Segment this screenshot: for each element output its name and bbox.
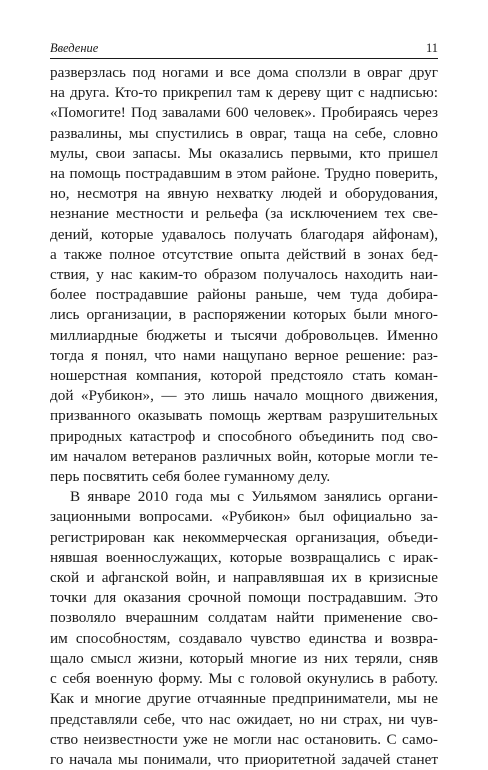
text-line: регистрирован как некоммерческая организация, объеди- bbox=[50, 528, 438, 546]
text-line: дой «Рубикон», — это лишь начало мощного движения, bbox=[50, 387, 438, 405]
page-number: 11 bbox=[425, 41, 438, 55]
text-line: разверзлась под ногами и все дома сползли в овраг друг bbox=[50, 64, 438, 81]
text-line: более пострадавшие районы раньше, чем туда добира- bbox=[50, 286, 438, 304]
text-line: нявшая военнослужащих, которые возвращались с ирак- bbox=[50, 548, 438, 566]
text-line: «Помогите! Под завалами 600 человек». Пробираясь через bbox=[50, 104, 438, 122]
chapter-title: Введение bbox=[50, 41, 99, 55]
paragraph-end-line: перь посвятить себя более гуманному делу. bbox=[50, 468, 331, 486]
text-line: им началом ветеранов различных войн, которые могли те- bbox=[50, 447, 438, 465]
text-line: а также полное отсутствие опыта действий в зонах бед- bbox=[50, 245, 438, 263]
running-header bbox=[50, 40, 438, 59]
text-line: зационными вопросами. «Рубикон» был официально за- bbox=[50, 508, 438, 526]
text-line: ство неизвестности уже не могли нас остановить. С само- bbox=[50, 730, 438, 748]
text-line: им способностям, создавало чувство единства и возвра- bbox=[50, 629, 438, 647]
text-line: щало смысл жизни, который многие из них теряли, сняв bbox=[50, 649, 438, 667]
text-line: мулы, свои запасы. Мы оказались первыми, кто пришел bbox=[50, 144, 438, 162]
text-line: Как и многие другие отчаянные предприниматели, мы не bbox=[50, 690, 438, 708]
text-line: с себя военную форму. Мы с головой окунулись в работу. bbox=[50, 670, 438, 688]
text-line: ствия, у нас каким-то образом получалось находить наи- bbox=[50, 266, 438, 284]
text-line: тогда я понял, что нами нащупано верное решение: раз- bbox=[50, 346, 438, 364]
text-line: на друга. Кто-то прикрепил там к дереву щит с надписью: bbox=[50, 84, 438, 102]
text-line: ношерстная компания, которой предстояло стать коман- bbox=[50, 367, 438, 385]
text-line: миллиардные бюджеты и тысячи добровольцев. Именно bbox=[50, 326, 438, 344]
body-text bbox=[50, 63, 438, 770]
text-line: представляли себе, что нас ожидает, но ни страх, ни чув- bbox=[50, 710, 438, 728]
text-line: развалины, мы спустились в овраг, таща на себе, словно bbox=[50, 124, 438, 142]
text-line: природных катастроф и способного объединить под сво- bbox=[50, 427, 438, 445]
text-line: дений, которые удавалось получать благодаря айфонам), bbox=[50, 225, 438, 243]
text-line: призванного оказывать помощь жертвам разрушительных bbox=[50, 407, 438, 425]
text-line: го начала мы понимали, что приоритетной задачей станет bbox=[50, 750, 438, 768]
text-line: точки для оказания срочной помощи пострадавшим. Это bbox=[50, 589, 438, 607]
text-line: ской и афганской войн, и направлявшая их в кризисные bbox=[50, 569, 438, 587]
text-line: на помощь пострадавшим в этом районе. Трудно поверить, bbox=[50, 165, 438, 183]
book-page bbox=[50, 40, 438, 770]
paragraph-first-line: В январе 2010 года мы с Уильямом занялись органи- bbox=[70, 488, 438, 506]
text-line: позволяло вчерашним солдатам найти применение сво- bbox=[50, 609, 438, 627]
text-line: лись организации, в распоряжении которых были много- bbox=[50, 306, 438, 324]
text-line: но, несмотря на явную нехватку людей и оборудования, bbox=[50, 185, 438, 203]
text-line: незнание местности и рельефа (за исключением тех све- bbox=[50, 205, 438, 223]
